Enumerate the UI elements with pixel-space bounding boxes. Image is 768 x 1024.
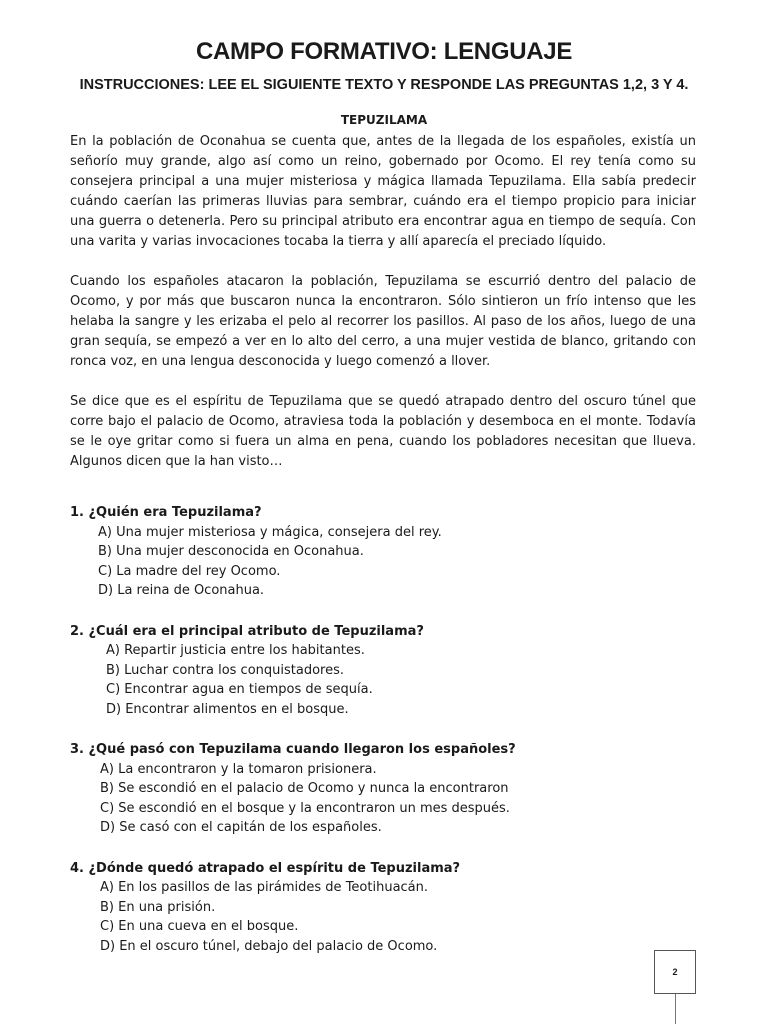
answer-option-d: D) Encontrar alimentos en el bosque.: [106, 701, 349, 717]
answer-option-b: B) Luchar contra los conquistadores.: [106, 662, 345, 678]
answer-options: [70, 760, 710, 838]
question-1: [70, 503, 710, 601]
story-title: TEPUZILAMA: [340, 113, 428, 127]
story-paragraph: Se dice que es el espíritu de Tepuzilama que se quedó atrapado dentro del oscuro túnel que corre bajo el palacio de Ocomo, atraviesa toda la población y desemboca en el monte. Todavía se le oye gritar como si fuera un alma en pena, cuando los pobladores necesitan que llueva. Algunos dicen que la han visto…: [70, 394, 696, 469]
question-4: [70, 859, 710, 957]
answer-option-d: D) En el oscuro túnel, debajo del palacio de Ocomo.: [100, 938, 438, 954]
answer-options: [70, 878, 710, 956]
answer-option-b: B) Se escondió en el palacio de Ocomo y nunca la encontraron: [100, 781, 509, 796]
story-body: [70, 132, 696, 492]
answer-option-d: D) Se casó con el capitán de los españoles.: [100, 820, 382, 835]
answer-options: [70, 641, 710, 719]
answer-option-d: D) La reina de Oconahua.: [98, 583, 265, 598]
question-3: [70, 740, 710, 838]
answer-option-c: C) En una cueva en el bosque.: [100, 919, 299, 934]
story-paragraph: En la población de Oconahua se cuenta que, antes de la llegada de los españoles, existía un señorío muy grande, algo así como un reino, gobernado por Ocomo. El rey tenía como su consejera principal a una mujer misteriosa y mágica llamada Tepuzilama. Ella sabía predecir cuándo caerían las primeras lluvias para sembrar, cuándo era el tiempo propicio para iniciar una guerra o detenerla. Pero su principal atributo era encontrar agua en tiempo de sequía. Con una varita y varias invocaciones tocaba la tierra y allí aparecía el preciado líquido.: [70, 134, 696, 249]
page-number: 2: [672, 967, 678, 977]
question-text: 1. ¿Quién era Tepuzilama?: [70, 505, 262, 520]
page-number-divider: [675, 994, 676, 1024]
answer-option-b: B) En una prisión.: [100, 899, 216, 915]
question-2: [70, 622, 710, 720]
question-text: 3. ¿Qué pasó con Tepuzilama cuando llegaron los españoles?: [70, 742, 516, 757]
story-paragraph: Cuando los españoles atacaron la población, Tepuzilama se escurrió dentro del palacio de Ocomo, y por más que buscaron nunca la encontraron. Sólo sintieron un frío intenso que les helaba la sangre y les erizaba el pelo al recorrer los pasillos. Al paso de los años, luego de una gran sequía, se empezó a ver en lo alto del cerro, a una mujer vestida de blanco, gritando con ronca voz, en una lengua desconocida y luego comenzó a llover.: [70, 274, 696, 369]
document-title: CAMPO FORMATIVO: LENGUAJE: [195, 38, 573, 65]
answer-option-b: B) Una mujer desconocida en Oconahua.: [98, 544, 364, 559]
question-text: 2. ¿Cuál era el principal atributo de Tepuzilama?: [70, 623, 424, 639]
instructions-text: INSTRUCCIONES: LEE EL SIGUIENTE TEXTO Y RESPONDE LAS PREGUNTAS 1,2, 3 Y 4.: [79, 77, 689, 93]
answer-option-c: C) Encontrar agua en tiempos de sequía.: [106, 682, 373, 697]
questions-section: [70, 503, 710, 977]
answer-option-a: A) En los pasillos de las pirámides de Teotihuacán.: [100, 880, 429, 895]
answer-options: [70, 523, 710, 601]
answer-option-c: C) Se escondió en el bosque y la encontraron un mes después.: [100, 800, 510, 816]
question-text: 4. ¿Dónde quedó atrapado el espíritu de Tepuzilama?: [70, 860, 461, 876]
answer-option-c: C) La madre del rey Ocomo.: [98, 563, 281, 579]
answer-option-a: A) Repartir justicia entre los habitantes.: [106, 643, 365, 658]
answer-option-a: A) La encontraron y la tomaron prisionera.: [100, 761, 377, 777]
answer-option-a: A) Una mujer misteriosa y mágica, consejera del rey.: [98, 524, 442, 540]
page-number-box: [654, 950, 696, 994]
